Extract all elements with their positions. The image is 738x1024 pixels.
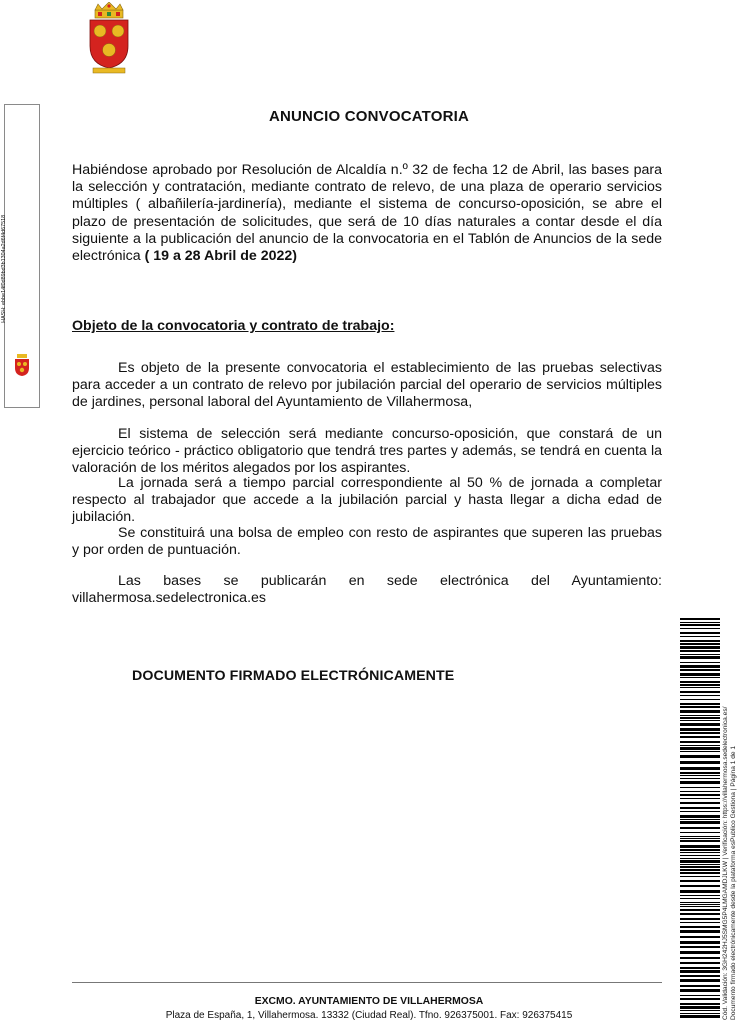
footer-divider (72, 982, 662, 983)
footer-address: Plaza de España, 1, Villahermosa. 13332 (Ciudad Real). Tfno. 926375001. Fax: 926375415 (165, 1010, 573, 1021)
intro-text: Habiéndose aprobado por Resolución de Alcaldía n.º 32 de fecha 12 de Abril, las bases para la selección y contratación, mediante contrato de relevo, de una plaza de operario servicios múltiples ( albañilería-jardinería), mediante el sistema de concurso-oposición, se abre el plazo de presentación de solicitudes, que será de 10 días naturales a contar desde el día siguiente a la publicación del anuncio de la convocatoria en el Tablón de Anuncios de la sede electrónica (72, 162, 662, 265)
job-pool-paragraph: Se constituirá una bolsa de empleo con resto de aspirantes que superen las pruebas y por orden de puntuación. (72, 525, 662, 559)
validation-text (722, 618, 738, 1020)
publication-paragraph: Las bases se publicarán en sede electrónica del Ayuntamiento: villahermosa.sedelectronica.es (72, 573, 662, 607)
signature-hash: HASH: ebbe14f0d89bd3b1304a2d6f4d67518 (0, 215, 7, 323)
section-heading: Objeto de la convocatoria y contrato de trabajo: (72, 318, 395, 334)
validation-line-2: Documento firmado electrónicamente desde la plataforma esPublico Gestiona | Página 1 de 1 (729, 745, 737, 1020)
signed-notice: DOCUMENTO FIRMADO ELECTRÓNICAMENTE (132, 668, 455, 684)
barcode-icon (680, 618, 720, 1020)
validation-line-1: Cód. Validación: 3GH242HJ5SMG5P4LMGAMDJLKW | Verificación: https://villahermosa.sedelectronica.es/ (722, 706, 729, 1020)
intro-dates: ( 19 a 28 Abril de 2022) (144, 248, 298, 265)
intro-paragraph (72, 162, 662, 265)
signature-text (0, 105, 7, 325)
signature-box (0, 104, 40, 408)
footer-organization: EXCMO. AYUNTAMIENTO DE VILLAHERMOSA (254, 996, 484, 1007)
object-paragraph: Es objeto de la presente convocatoria el establecimiento de las pruebas selectivas para acceder a un contrato de relevo por jubilación parcial del operario de servicios múltiples de jardines, personal laboral del Ayuntamiento de Villahermosa, (72, 360, 662, 411)
schedule-paragraph: La jornada será a tiempo parcial correspondiente al 50 % de jornada a completar respecto al trabajador que accede a la jubilación parcial y hasta llegar a dicha edad de jubilación. (72, 475, 662, 526)
mini-coat-of-arms-icon (13, 353, 31, 377)
selection-paragraph: El sistema de selección será mediante concurso-oposición, que constará de un ejercicio teórico - práctico obligatorio que tendrá tres partes y además, se tendrá en cuenta la valoración de los méritos alegados por los aspirantes. (72, 426, 662, 477)
document-title: ANUNCIO CONVOCATORIA (268, 108, 470, 125)
coat-of-arms-icon (84, 2, 134, 74)
